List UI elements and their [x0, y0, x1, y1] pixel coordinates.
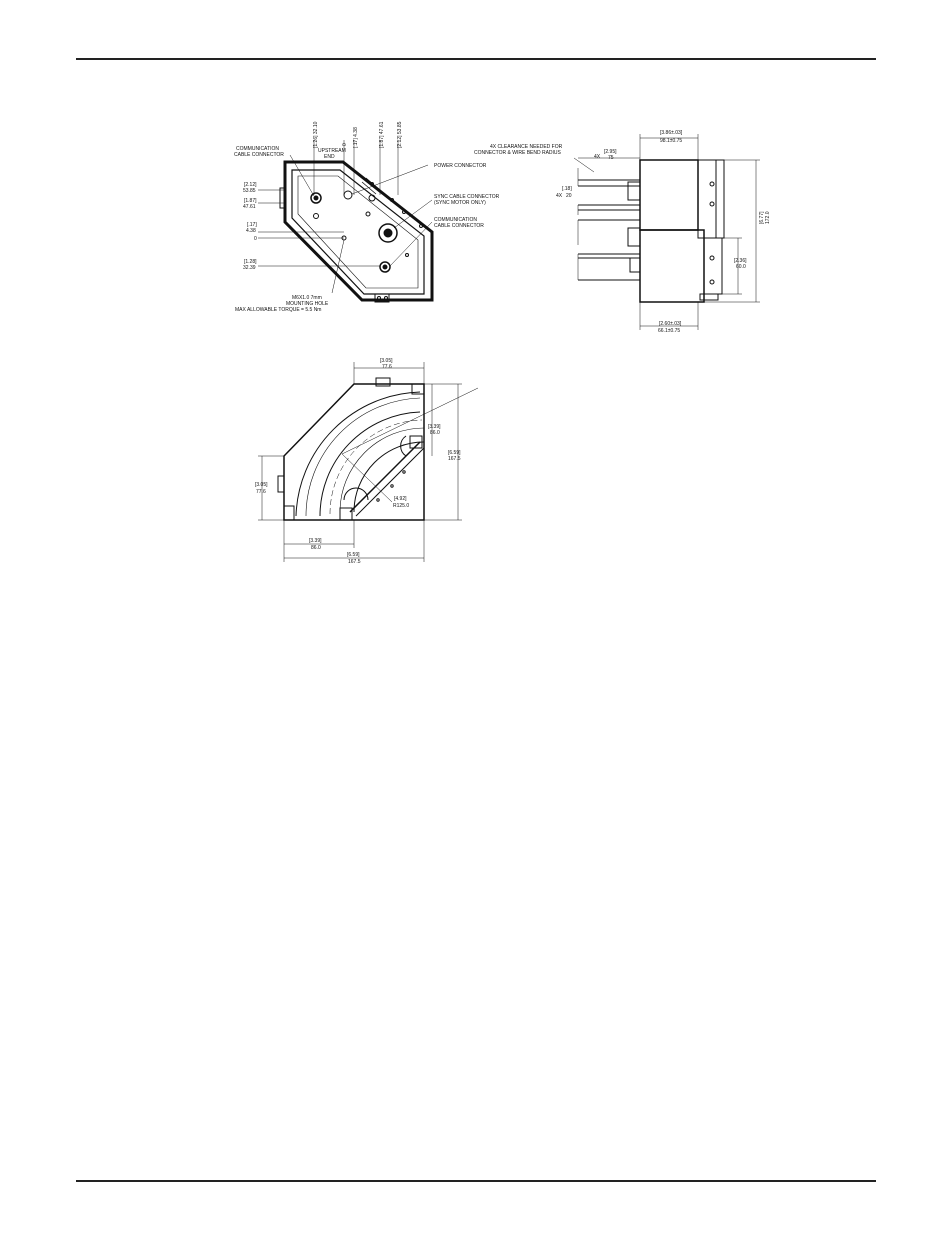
dim-zero: 0: [254, 236, 257, 242]
dim-386-mm: 98.1±0.75: [660, 138, 683, 144]
dim-677-mm: 172.0: [765, 211, 771, 224]
dim-339-bottom-mm: 86.0: [311, 545, 321, 551]
dim-386-in: [3.86±.03]: [660, 130, 683, 136]
dim-260-mm: 66.1±0.75: [658, 328, 681, 334]
dim-vert-3: [.17] 4.38: [353, 127, 359, 148]
label-mount-2: MOUNTING HOLE: [286, 301, 329, 307]
clearance-note-2: CONNECTOR & WIRE BEND RADIUS: [474, 150, 561, 156]
dim-017-in: [.17]: [247, 222, 257, 228]
label-upstream-2: END: [324, 154, 335, 160]
dim-vert-1: [1.26] 32.10: [313, 121, 319, 148]
dim-128-mm: 32.39: [243, 265, 256, 271]
label-sync-1: SYNC CABLE CONNECTOR: [434, 194, 500, 200]
dim-339-right-in: [3.39]: [428, 424, 441, 430]
label-sync-2: (SYNC MOTOR ONLY): [434, 200, 486, 206]
clearance-note-1: 4X CLEARANCE NEEDED FOR: [490, 144, 563, 150]
label-comm-connector-2: CABLE CONNECTOR: [234, 152, 284, 158]
dim-260-in: [2.60±.03]: [659, 321, 682, 327]
label-mount-1: M6X1.0 7mm: [292, 295, 322, 301]
dim-295-mm: 75: [608, 155, 614, 161]
dim-212-mm: 53.85: [243, 188, 256, 194]
dim-vert-2: 0: [342, 143, 348, 146]
dim-187-mm: 47.61: [243, 204, 256, 210]
dim-305-left-in: [3.05]: [255, 482, 268, 488]
label-mount-3: MAX ALLOWABLE TORQUE = 5.5 Nm: [235, 307, 322, 313]
dim-017-mm: 4.38: [246, 228, 256, 234]
dim-236-in: [2.36]: [734, 258, 747, 264]
dim-187-in: [1.87]: [244, 198, 257, 204]
dim-305-left-mm: 77.6: [256, 489, 266, 495]
dim-vert-4: [1.87] 47.61: [379, 121, 385, 148]
dim-305-top-mm: 77.6: [382, 364, 392, 370]
dim-295-in: [2.95]: [604, 149, 617, 155]
dim-339-bottom-in: [3.39]: [309, 538, 322, 544]
label-comm2-2: CABLE CONNECTOR: [434, 223, 484, 229]
dim-659-bottom-in: [6.59]: [347, 552, 360, 558]
dim-659-bottom-mm: 167.5: [348, 559, 361, 565]
dim-18-in: [.18]: [562, 186, 572, 192]
dim-305-top-in: [3.05]: [380, 358, 393, 364]
dim-radius-mm: R125.0: [393, 503, 410, 509]
dim-659-right-mm: 167.5: [448, 456, 461, 462]
label-comm-connector-1: COMMUNICATION: [236, 146, 279, 152]
dim-339-right-mm: 86.0: [430, 430, 440, 436]
dim-212-in: [2.12]: [244, 182, 257, 188]
dim-radius-in: [4.92]: [394, 496, 407, 502]
dim-677-in: [6.77]: [759, 211, 765, 224]
label-upstream-1: UPSTREAM: [318, 148, 346, 154]
dim-18-prefix: 4X: [556, 193, 563, 199]
label-power-connector: POWER CONNECTOR: [434, 163, 487, 169]
label-comm2-1: COMMUNICATION: [434, 217, 477, 223]
dim-vert-5: [2.12] 53.85: [397, 121, 403, 148]
dim-295-prefix: 4X: [594, 154, 601, 160]
dim-659-right-in: [6.59]: [448, 450, 461, 456]
dim-18-mm: 20: [566, 193, 572, 199]
dim-236-mm: 60.0: [736, 264, 746, 270]
footer-rule: [76, 1180, 876, 1182]
dim-128-in: [1.28]: [244, 259, 257, 265]
